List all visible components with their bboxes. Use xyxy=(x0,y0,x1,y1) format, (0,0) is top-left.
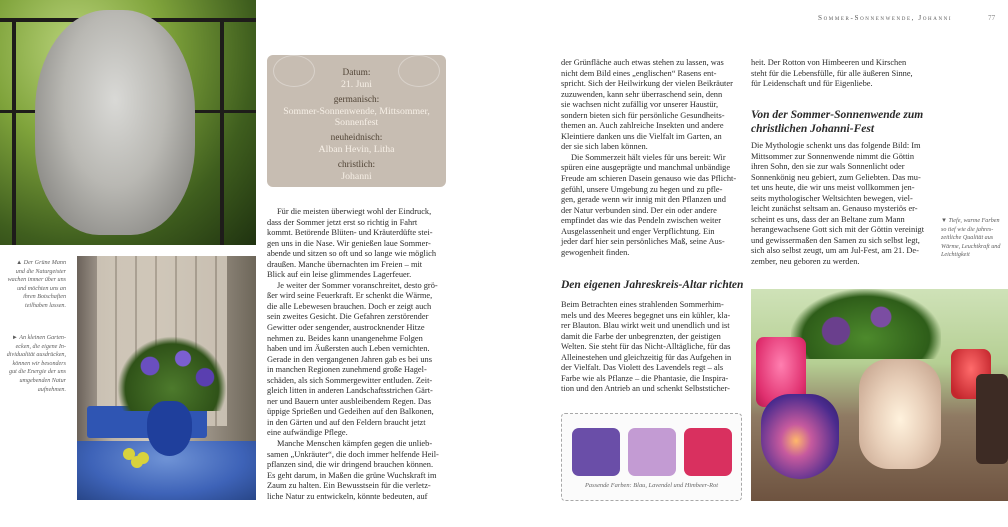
caption-line: ▼ Tiefe, warme Farben xyxy=(941,218,1000,224)
page-number: 77 xyxy=(988,14,996,22)
paragraph xyxy=(561,58,741,153)
paragraph xyxy=(267,281,447,439)
text-column-2-bottom xyxy=(561,300,741,395)
candles-photo xyxy=(751,289,1008,501)
text-line: Für die meisten überwiegt wohl der Eindruck, xyxy=(277,207,432,216)
caption-green-man xyxy=(0,259,66,311)
text-line: und gewissermaßen den Samen zu sich selbst legt, xyxy=(751,235,920,245)
swatch-caption: Passende Farben: Blau, Lavendel und Himbeer-Rot xyxy=(585,482,718,489)
text-line: damit die Farbe der unbegrenzten, der geistigen xyxy=(561,331,721,341)
text-line: der sie sich laben können. xyxy=(561,142,648,152)
caption-line: Wärme, Leuchtkraft und xyxy=(941,243,1001,250)
text-line: kommt. Betörende Blüten- und Kräuterdüfte stei- xyxy=(267,228,433,238)
caption-garden-corner xyxy=(0,334,66,394)
text-line: haben und im Äußersten auch Leben vernichten. xyxy=(267,344,430,354)
germanic-value-2: Sonnenfest xyxy=(334,117,379,128)
heading-line: Von der Sommer-Sonnenwende zum xyxy=(751,109,924,121)
heading-line: christlichen Johanni-Fest xyxy=(751,123,875,135)
text-line: der Vielfalt. Das Violett des Lavendels regt – als xyxy=(561,363,724,373)
caption-line: und möchten uns an xyxy=(17,285,66,292)
text-line: Blick auf ein leise glimmendes Lagerfeuer. xyxy=(267,270,412,280)
text-column-2-top xyxy=(561,58,741,258)
text-line: samen „Unkräuter“, die doch immer helfende Heil- xyxy=(267,449,439,459)
neopagan-label: neuheidnisch: xyxy=(330,133,383,143)
caption-line: ► An kleinen Garten- xyxy=(11,335,66,341)
text-line: Die Sommerzeit hält vieles für uns bereit: Wir xyxy=(571,152,726,162)
paragraph xyxy=(267,439,447,502)
text-line: rer Blauton. Blau wirkt weit und unendlich und ist xyxy=(561,321,730,331)
text-line: Ausgelassenheit und enger Verpflichtung. Ein xyxy=(561,226,715,236)
text-line: Die Mythologie schenkt uns das folgende Bild: Im xyxy=(751,141,921,150)
caption-line: Leichtigkeit xyxy=(941,252,970,259)
garden-table-photo xyxy=(77,256,256,500)
heading-johanni xyxy=(751,108,941,136)
text-line: tet uns heute, die wir uns meist vollkommen jen- xyxy=(751,183,915,193)
text-line: pflanzen sind, die wir dringend brauchen können. xyxy=(267,460,434,470)
text-line: Gewitter oder sengender, austrocknender Hitze xyxy=(267,323,425,333)
text-column-1 xyxy=(267,207,447,502)
text-line: sein zweites Gesicht. Die Gefahren zerstörender xyxy=(267,312,429,322)
text-line: sich also selbst zeugt, um am Jul-Fest, am 21. De- xyxy=(751,246,919,256)
date-card xyxy=(267,55,446,187)
text-line: eine aufwändige Pflege. xyxy=(267,428,348,438)
text-line: zember, neu geboren zu werden. xyxy=(751,257,860,267)
text-line: leicht zunächst seltsam an. Genauso mysteriös er- xyxy=(751,204,918,214)
text-line: abende und sitzen so oft und so lange wie möglich xyxy=(267,249,437,259)
text-line: ßer wird seine Feuerkraft. Er schenkt die Wärme, xyxy=(267,291,433,301)
color-swatch-box xyxy=(561,413,742,501)
text-line: sie wachsen nicht zufällig vor unserer Haustür, xyxy=(561,100,719,110)
text-line: mels und des Meeres begegnet uns ein kühler, kla- xyxy=(561,310,731,320)
text-line: der Grünfläche auch etwas stehen zu lassen, was xyxy=(561,58,724,67)
text-line: der Natur verbunden sind. Der ein oder andere xyxy=(561,205,717,215)
text-line: die alle Lebewesen brauchen. Doch er zeigt auch xyxy=(267,301,432,311)
text-line: empfindet das wie das Pendeln zwischen weiter xyxy=(561,216,722,226)
text-line: in manchen Regionen zunehmend große Hagel- xyxy=(267,365,427,375)
caption-line: aufnehmen. xyxy=(37,386,66,393)
caption-line: so tief wie die jahres- xyxy=(941,226,994,233)
paragraph xyxy=(561,153,741,258)
text-line: Zaum zu halten. Ein Bewusstsein für die verletz- xyxy=(267,481,431,491)
neopagan-value: Alban Hevin, Litha xyxy=(318,144,395,155)
text-line: gen uns in die Nase. Wir genießen laue Sommer- xyxy=(267,238,431,248)
text-line: seits mythologischer Weltsichten bewegen, viel- xyxy=(751,193,913,203)
swatch-blue xyxy=(572,428,620,476)
caption-warm-colors xyxy=(941,217,1008,260)
text-line: Gerade in den vergangenen Jahren gab es bei uns xyxy=(267,354,432,364)
text-line: für Leidenschaft und für Eigenliebe. xyxy=(751,79,873,89)
text-line: spricht. Sich der Heilwirkung der vielen Beikräuter xyxy=(561,79,733,89)
caption-line: zeitliche Qualität aus xyxy=(941,235,994,242)
date-label: Datum: xyxy=(342,68,371,78)
text-column-3-top xyxy=(751,58,933,90)
text-line: Sonnenkönig neu gebiert, zum Geliebten. Das mu- xyxy=(751,172,921,182)
text-line: Freude am schieren Dasein genauso wie das Pflicht- xyxy=(561,174,737,184)
text-line: heit. Der Rotton von Himbeeren und Kirschen xyxy=(751,58,907,67)
heading-altar: Den eigenen Jahreskreis-Altar richten xyxy=(561,279,744,291)
text-line: Beim Betrachten eines strahlenden Sommerhim- xyxy=(561,300,724,309)
germanic-value: Sommer-Sonnenwende, Mittsommer, xyxy=(283,106,430,117)
text-line: nicht dem Bild eines „englischen“ Rasens ent- xyxy=(561,68,717,78)
text-line: nehmen zu. Beides kann unangenehme Folgen xyxy=(267,333,423,343)
text-line: sondern bieten sich für persönliche Gesundheits- xyxy=(561,110,725,120)
text-line: gen, gerade wenn wir innig mit den Pflanzen und xyxy=(561,195,726,205)
text-line: liche Natur zu entwickeln, könnte bedeuten, auf xyxy=(267,491,428,501)
germanic-label: germanisch: xyxy=(333,95,380,105)
text-line: in den Gärten und auf den Feldern braucht jetzt xyxy=(267,417,426,427)
green-man-photo xyxy=(0,0,256,245)
date-value: 21. Juni xyxy=(340,79,373,90)
text-line: schäden, als sich Sommergewitter entluden. Zeit- xyxy=(267,375,433,385)
caption-line: umgebenden Natur xyxy=(19,377,66,384)
text-line: Welten. Sie steht für das Nicht-Alltägliche, für das xyxy=(561,342,731,352)
text-line: gleich litten in anderen Landschaftsstrichen Gärt- xyxy=(267,386,433,396)
text-line: Alleinestehen und gleichzeitig für das Aufgehen in xyxy=(561,352,732,362)
swatch-raspberry xyxy=(684,428,732,476)
text-line: draußen. Manche übernachten im Freien – mit xyxy=(267,259,423,269)
text-line: dass der Sommer jetzt erst so richtig in Fahrt xyxy=(267,217,418,227)
text-line: Kleintiere danken uns die Vielfalt im Garten, an xyxy=(561,131,722,141)
caption-line: und die Naturgeister xyxy=(15,268,66,275)
text-line: tion und den Antrieb an und schenkt Selbststicher- xyxy=(561,384,730,394)
caption-line: gut die Energie der uns xyxy=(9,369,66,376)
text-line: Es geht darum, in Maßen die grüne Wuchskraft im xyxy=(267,470,437,480)
christian-label: christlich: xyxy=(337,160,376,170)
text-line: ner und Bauern unter ausbleibendem Regen. Das xyxy=(267,396,431,406)
text-line: ihren Sohn, den sie zur ᴡals Sonnenlicht oder xyxy=(751,162,905,172)
christian-value: Johanni xyxy=(341,171,372,182)
text-column-3-bottom xyxy=(751,141,933,268)
text-line: Mittsommer zur Sonnenwende nimmt die Göttin xyxy=(751,151,915,161)
swatch-lavender xyxy=(628,428,676,476)
text-line: zuzuwenden, kann sehr überraschend sein, denn xyxy=(561,89,723,99)
text-line: jeder darf hier sein persönliches Maß, seine Aus- xyxy=(561,237,725,247)
text-line: steht für die Lebensfülle, für alle äußeren Sinne, xyxy=(751,68,913,78)
caption-line: ihren Botschaften xyxy=(23,294,66,301)
caption-line: können wir besonders xyxy=(12,360,66,367)
caption-line: ▲ Der Grüne Mann xyxy=(16,260,66,266)
text-line: üppige Sprießen und Gedeihen auf den Balkonen, xyxy=(267,407,434,417)
text-line: Manche Menschen kämpfen gegen die unlieb- xyxy=(277,439,433,449)
stone-face-mask xyxy=(35,10,195,235)
caption-line: ecken, die eigene In- xyxy=(15,343,66,350)
text-line: Je weiter der Sommer voranschreitet, desto grö- xyxy=(277,280,438,290)
running-head: Sommer-Sonnenwende, Johanni xyxy=(818,14,953,22)
text-line: themen an. Auch zahlreiche Insekten und andere xyxy=(561,121,724,131)
text-line: gewogenheit finden. xyxy=(561,247,630,257)
text-line: herangewachsene Gott sich mit der Göttin vereinigt xyxy=(751,225,925,235)
paragraph xyxy=(267,207,447,281)
caption-line: dividualität ausdrücken, xyxy=(6,352,66,359)
caption-line: wachen immer über uns xyxy=(7,277,66,284)
text-line: Farbe wie als Pflanze – die Phantasie, die Inspira- xyxy=(561,373,729,383)
text-line: spüren eine ausgeprägte und manchmal unbändige xyxy=(561,163,731,173)
caption-line: teilhaben lassen. xyxy=(25,302,66,309)
text-line: gefühl, unsere Umgebung zu hegen und zu pfle- xyxy=(561,184,723,194)
text-line: scheint es uns, dass der an Beltane zum Mann xyxy=(751,214,905,224)
